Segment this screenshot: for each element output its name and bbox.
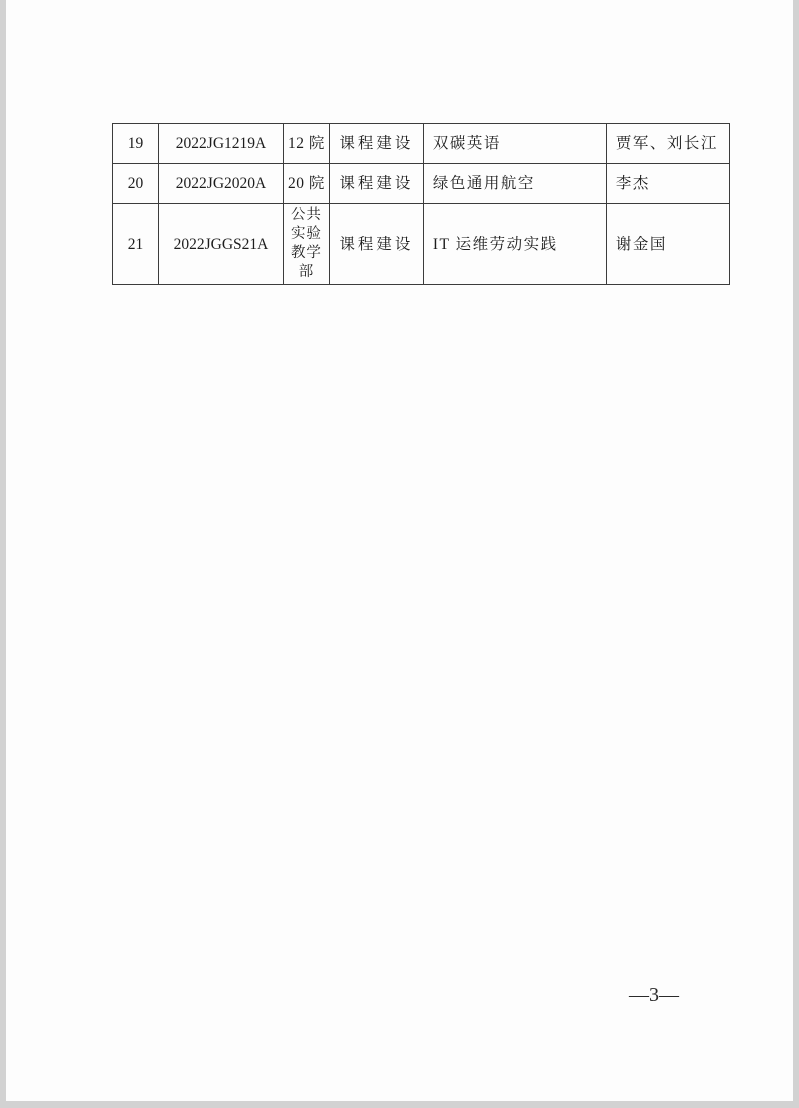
table-row: [113, 204, 730, 285]
cell-unit: 公共实验教学部: [284, 204, 330, 285]
cell-project: 双碳英语: [423, 124, 606, 164]
cell-category: 课程建设: [329, 124, 423, 164]
cell-project: 绿色通用航空: [423, 164, 606, 204]
projects-table: [112, 123, 730, 285]
cell-code: 2022JGGS21A: [159, 204, 284, 285]
cell-leaders: 贾军、刘长江: [606, 124, 729, 164]
cell-leaders: 谢金国: [606, 204, 729, 285]
page-number: —3—: [629, 984, 679, 1006]
document-page: [6, 0, 793, 1101]
cell-seq: 21: [113, 204, 159, 285]
cell-code: 2022JG1219A: [159, 124, 284, 164]
cell-unit: 12 院: [284, 124, 330, 164]
cell-seq: 20: [113, 164, 159, 204]
cell-code: 2022JG2020A: [159, 164, 284, 204]
cell-category: 课程建设: [329, 204, 423, 285]
cell-seq: 19: [113, 124, 159, 164]
cell-project: IT 运维劳动实践: [423, 204, 606, 285]
cell-unit: 20 院: [284, 164, 330, 204]
cell-category: 课程建设: [329, 164, 423, 204]
table-row: [113, 124, 730, 164]
cell-leaders: 李杰: [606, 164, 729, 204]
table-row: [113, 164, 730, 204]
